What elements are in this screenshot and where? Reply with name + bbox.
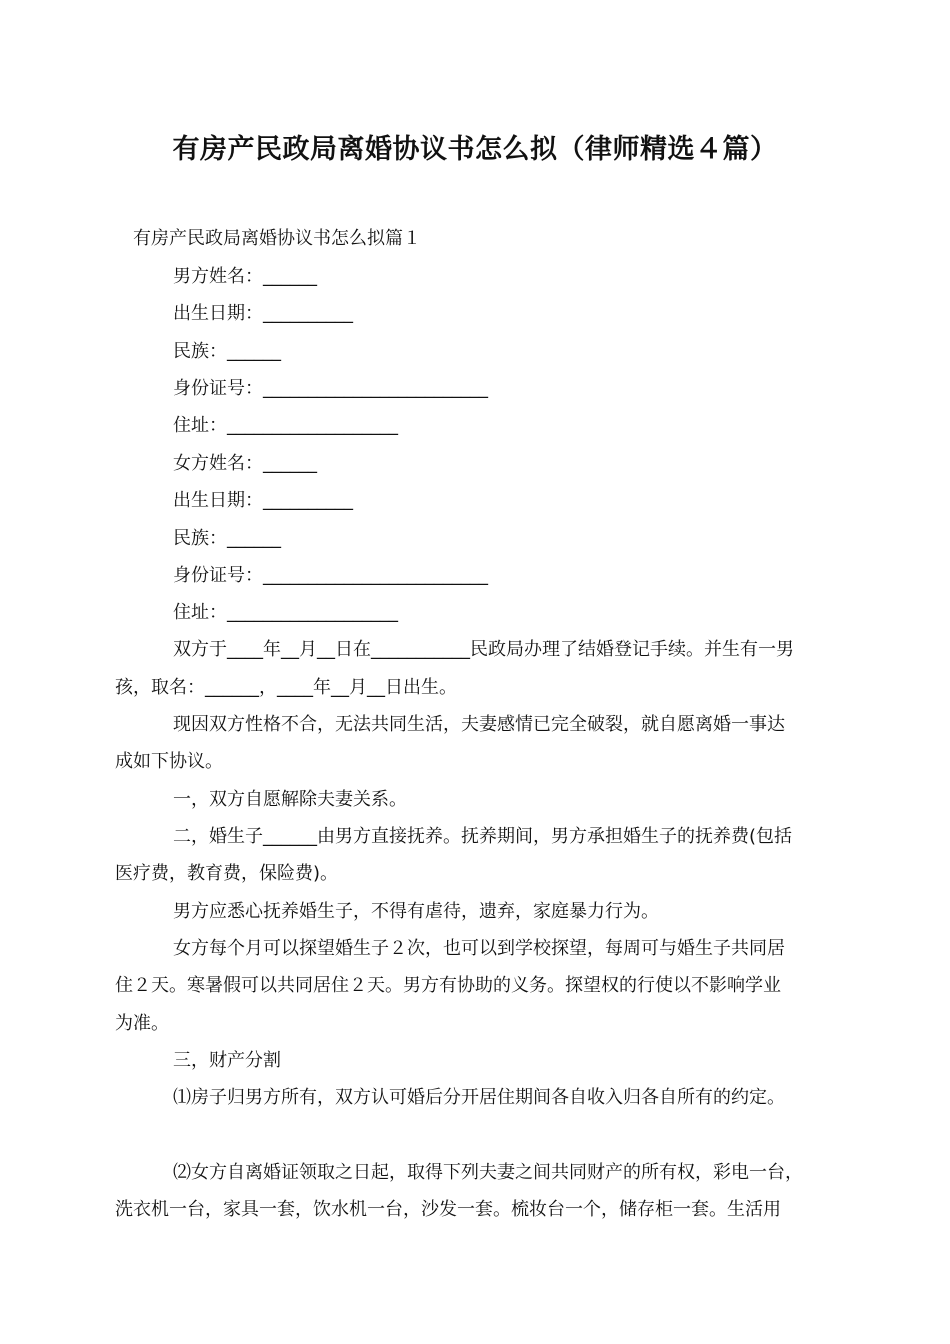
field-female-address: 住址：___________________: [173, 602, 398, 623]
field-female-birthdate: 出生日期：__________: [173, 490, 353, 511]
field-male-ethnicity: 民族：______: [173, 341, 281, 362]
field-male-birthdate: 出生日期：__________: [173, 303, 353, 324]
paragraph-line: 为准。: [115, 1013, 169, 1034]
field-male-name: 男方姓名：______: [173, 266, 317, 287]
field-female-name: 女方姓名：______: [173, 453, 317, 474]
paragraph-line: 三，财产分割: [173, 1050, 281, 1071]
field-male-id-number: 身份证号：_________________________: [173, 378, 488, 399]
paragraph-line: 一，双方自愿解除夫妻关系。: [173, 789, 407, 810]
field-female-id-number: 身份证号：_________________________: [173, 565, 488, 586]
paragraph-line: 医疗费，教育费，保险费)。: [115, 863, 339, 884]
section-heading: 有房产民政局离婚协议书怎么拟篇１: [133, 228, 421, 249]
paragraph-line: 双方于____年__月__日在___________民政局办理了结婚登记手续。并生有一男: [173, 639, 794, 660]
paragraph-line: ⑴房子归男方所有，双方认可婚后分开居住期间各自收入归各自所有的约定。: [173, 1087, 785, 1108]
paragraph-line: 孩，取名：______，____年__月__日出生。: [115, 677, 457, 698]
paragraph-line: ⑵女方自离婚证领取之日起，取得下列夫妻之间共同财产的所有权，彩电一台，: [173, 1162, 803, 1183]
paragraph-line: 现因双方性格不合，无法共同生活，夫妻感情已完全破裂，就自愿离婚一事达: [173, 714, 785, 735]
paragraph-line: 住２天。寒暑假可以共同居住２天。男方有协助的义务。探望权的行使以不影响学业: [115, 975, 781, 996]
paragraph-line: 洗衣机一台，家具一套，饮水机一台，沙发一套。梳妆台一个，储存柜一套。生活用: [115, 1199, 781, 1220]
field-male-address: 住址：___________________: [173, 415, 398, 436]
document-title: 有房产民政局离婚协议书怎么拟（律师精选４篇）: [172, 134, 778, 165]
field-female-ethnicity: 民族：______: [173, 528, 281, 549]
paragraph-line: 男方应悉心抚养婚生子，不得有虐待，遗弃，家庭暴力行为。: [173, 901, 659, 922]
paragraph-line: 二，婚生子______由男方直接抚养。抚养期间，男方承担婚生子的抚养费(包括: [173, 826, 793, 847]
paragraph-line: 成如下协议。: [115, 751, 223, 772]
paragraph-line: 女方每个月可以探望婚生子２次，也可以到学校探望，每周可与婚生子共同居: [173, 938, 785, 959]
